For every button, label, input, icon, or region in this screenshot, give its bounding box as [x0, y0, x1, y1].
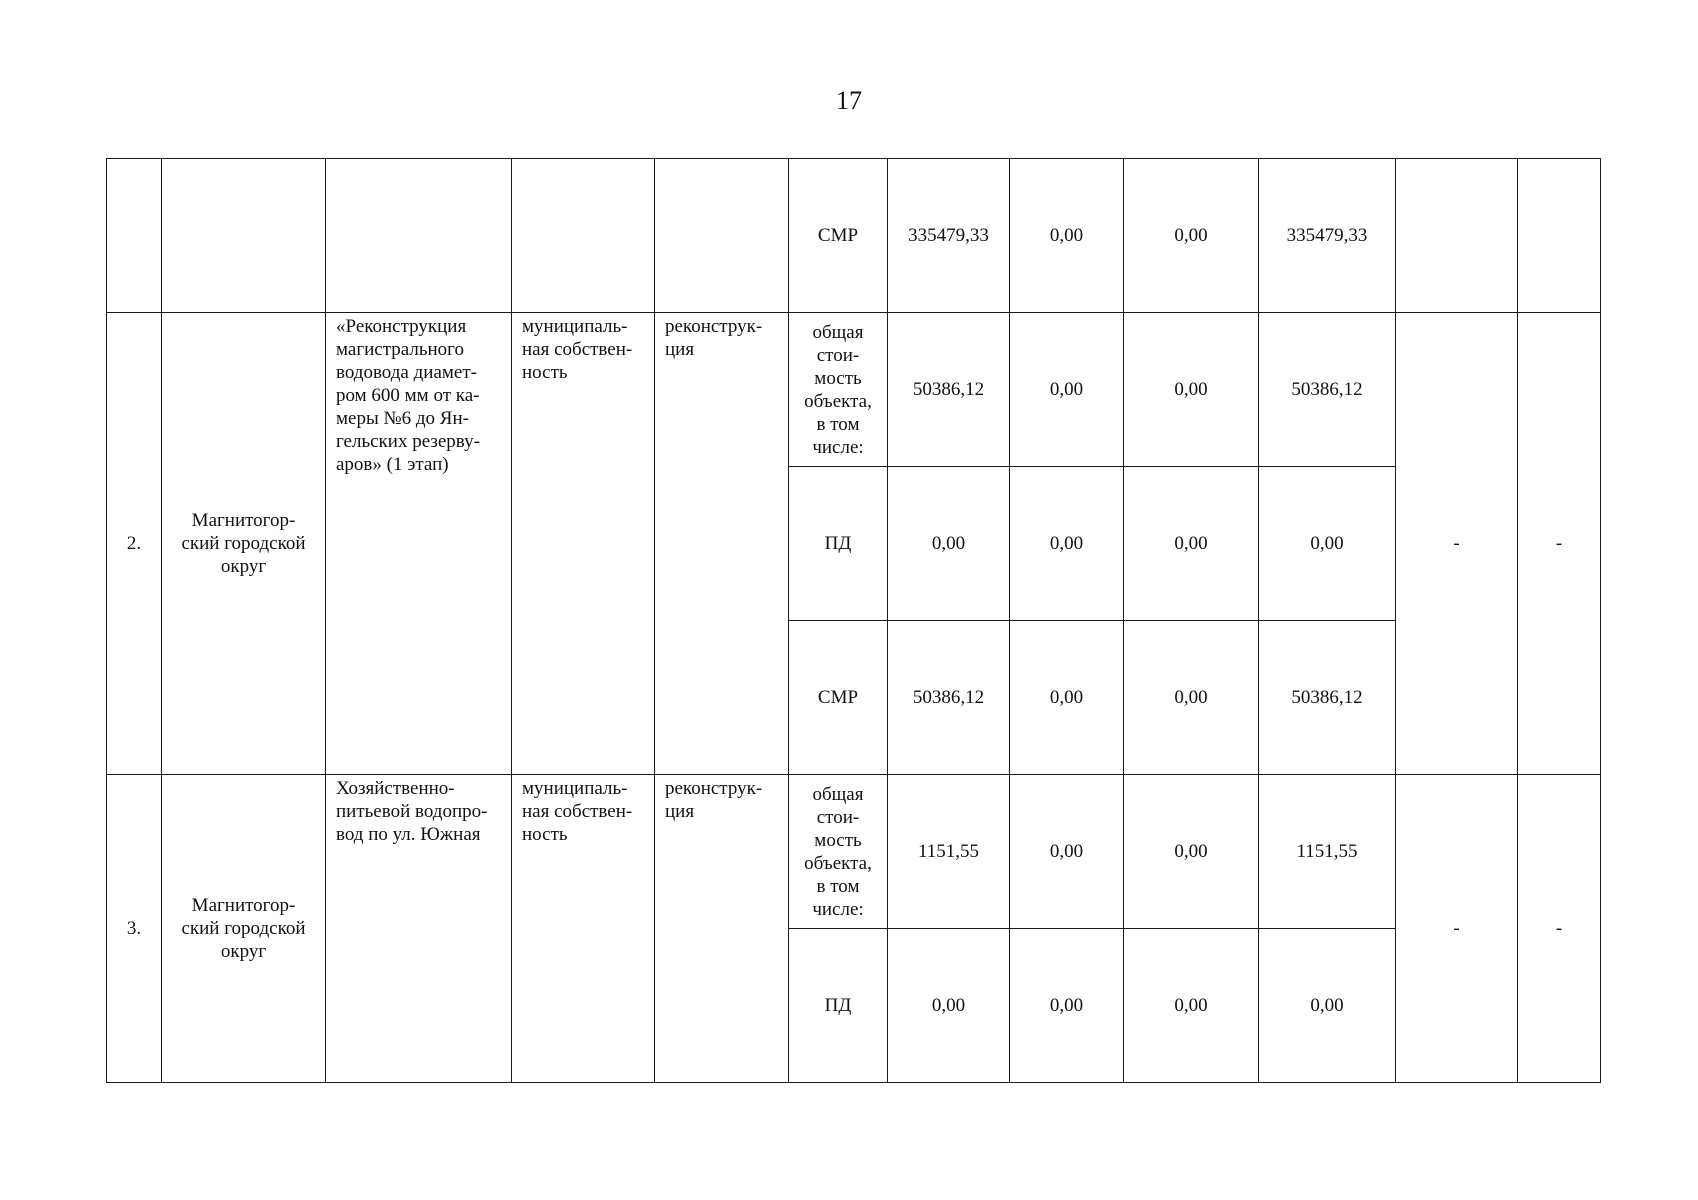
value-cell: 0,00 — [1010, 621, 1124, 775]
value-cell: 0,00 — [1124, 313, 1259, 467]
value-cell: 50386,12 — [888, 313, 1010, 467]
table-row-object-3-total — [107, 775, 1601, 929]
value-cell: 0,00 — [1010, 775, 1124, 929]
work-type-cell: реконструк- ция — [655, 775, 789, 1083]
cost-type-cell: СМР — [789, 621, 888, 775]
municipality-cell: Магнитогор- ский городской округ — [162, 313, 326, 775]
municipality-cell: Магнитогор- ский городской округ — [162, 775, 326, 1083]
cell-col-b-empty — [1518, 159, 1601, 313]
ownership-cell: муниципаль- ная собствен- ность — [512, 775, 655, 1083]
cell-name-empty — [326, 159, 512, 313]
table-row-object-2-total — [107, 313, 1601, 467]
object-number: 2. — [107, 313, 162, 775]
cost-type-cell: ПД — [789, 929, 888, 1083]
value-cell: 335479,33 — [1259, 159, 1396, 313]
cost-type-cell: общая стои- мость объекта, в том числе: — [789, 775, 888, 929]
cost-type-cell: ПД — [789, 467, 888, 621]
value-cell: 0,00 — [888, 467, 1010, 621]
object-name-cell: Хозяйственно- питьевой водопро- вод по ул. Южная — [326, 775, 512, 1083]
page-number: 17 — [836, 86, 862, 115]
table-row-smr-continued — [107, 159, 1601, 313]
value-cell: 0,00 — [1010, 467, 1124, 621]
value-cell: 1151,55 — [888, 775, 1010, 929]
cell-worktype-empty — [655, 159, 789, 313]
cell-col-a-empty — [1396, 159, 1518, 313]
value-cell: 1151,55 — [1259, 775, 1396, 929]
value-cell: 0,00 — [1010, 159, 1124, 313]
object-number: 3. — [107, 775, 162, 1083]
cell-ownership-empty — [512, 159, 655, 313]
value-cell: 0,00 — [1124, 775, 1259, 929]
value-cell: 0,00 — [888, 929, 1010, 1083]
cost-type-cell: СМР — [789, 159, 888, 313]
value-cell: 50386,12 — [888, 621, 1010, 775]
ownership-cell: муниципаль- ная собствен- ность — [512, 313, 655, 775]
work-type-cell: реконструк- ция — [655, 313, 789, 775]
value-cell: 0,00 — [1124, 621, 1259, 775]
value-cell: 0,00 — [1259, 467, 1396, 621]
objects-table — [106, 158, 1601, 1083]
cell-num-empty — [107, 159, 162, 313]
value-cell: 0,00 — [1124, 159, 1259, 313]
dash-cell: - — [1396, 775, 1518, 1083]
dash-cell: - — [1518, 313, 1601, 775]
dash-cell: - — [1396, 313, 1518, 775]
cost-type-cell: общая стои- мость объекта, в том числе: — [789, 313, 888, 467]
value-cell: 0,00 — [1124, 467, 1259, 621]
value-cell: 0,00 — [1124, 929, 1259, 1083]
value-cell: 50386,12 — [1259, 621, 1396, 775]
object-name-cell: «Реконструкция магистрального водовода диамет- ром 600 мм от ка- меры №6 до Ян- гельских резерву- аров» (1 этап) — [326, 313, 512, 775]
value-cell: 50386,12 — [1259, 313, 1396, 467]
value-cell: 0,00 — [1259, 929, 1396, 1083]
value-cell: 335479,33 — [888, 159, 1010, 313]
dash-cell: - — [1518, 775, 1601, 1083]
value-cell: 0,00 — [1010, 313, 1124, 467]
value-cell: 0,00 — [1010, 929, 1124, 1083]
cell-municipality-empty — [162, 159, 326, 313]
